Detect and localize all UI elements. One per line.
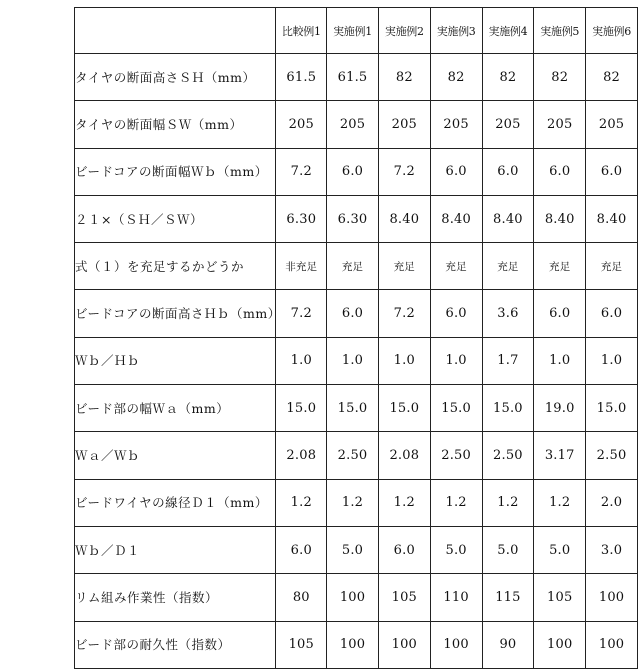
- table-cell: 7.2: [276, 290, 327, 337]
- table-cell: 2.08: [378, 432, 430, 479]
- table-cell: 100: [586, 621, 638, 668]
- table-cell: 80: [276, 574, 327, 621]
- table-cell: 205: [586, 101, 638, 148]
- table-cell: 82: [586, 54, 638, 101]
- table-cell: 105: [276, 621, 327, 668]
- column-header-example-2: 実施例2: [378, 8, 430, 54]
- table-cell: 6.0: [430, 148, 482, 195]
- table-cell: 110: [430, 574, 482, 621]
- table-cell: 6.30: [327, 195, 379, 242]
- row-label: ビード部の幅Ｗａ（mm）: [75, 385, 276, 432]
- table-cell: 5.0: [482, 526, 534, 573]
- table-cell: 82: [378, 54, 430, 101]
- row-label: Ｗａ／Ｗｂ: [75, 432, 276, 479]
- table-cell: 充足: [482, 243, 534, 290]
- row-label: ビードコアの断面高さＨｂ（mm）: [75, 290, 276, 337]
- column-header-example-5: 実施例5: [534, 8, 586, 54]
- table-cell: 205: [430, 101, 482, 148]
- table-cell: 15.0: [378, 385, 430, 432]
- table-cell: 1.0: [534, 337, 586, 384]
- table-cell: 1.7: [482, 337, 534, 384]
- table-cell: 1.0: [430, 337, 482, 384]
- table-cell: 1.0: [327, 337, 379, 384]
- table-cell: 205: [378, 101, 430, 148]
- table-cell: 3.17: [534, 432, 586, 479]
- table-cell: 2.50: [482, 432, 534, 479]
- table-cell: 6.0: [430, 290, 482, 337]
- table-cell: 82: [482, 54, 534, 101]
- table-row: [75, 432, 638, 479]
- table-cell: 1.2: [482, 479, 534, 526]
- table-cell: 2.08: [276, 432, 327, 479]
- table-cell: 非充足: [276, 243, 327, 290]
- table-body: [75, 54, 638, 669]
- table-row: [75, 479, 638, 526]
- table-cell: 3.6: [482, 290, 534, 337]
- table-row: [75, 621, 638, 668]
- table-cell: 充足: [534, 243, 586, 290]
- table-cell: 6.0: [276, 526, 327, 573]
- table-row: [75, 337, 638, 384]
- table-cell: 100: [378, 621, 430, 668]
- table-cell: 61.5: [327, 54, 379, 101]
- table-cell: 90: [482, 621, 534, 668]
- table-cell: 15.0: [482, 385, 534, 432]
- table-cell: 6.0: [482, 148, 534, 195]
- table-cell: 1.2: [276, 479, 327, 526]
- table-cell: 205: [276, 101, 327, 148]
- row-label: ビードコアの断面幅Ｗｂ（mm）: [75, 148, 276, 195]
- table-cell: 1.0: [586, 337, 638, 384]
- table-row: [75, 574, 638, 621]
- table-cell: 1.2: [378, 479, 430, 526]
- table-cell: 100: [327, 574, 379, 621]
- table-cell: 6.0: [327, 148, 379, 195]
- table-cell: 6.30: [276, 195, 327, 242]
- table-row: [75, 290, 638, 337]
- table-cell: 6.0: [327, 290, 379, 337]
- row-label: ビードワイヤの線径Ｄ１（mm）: [75, 479, 276, 526]
- table-cell: 82: [534, 54, 586, 101]
- row-label: タイヤの断面高さＳＨ（mm）: [75, 54, 276, 101]
- table-cell: 充足: [586, 243, 638, 290]
- table-row: [75, 148, 638, 195]
- table-cell: 充足: [327, 243, 379, 290]
- table-cell: 15.0: [276, 385, 327, 432]
- table-cell: 2.50: [430, 432, 482, 479]
- header-row: [75, 8, 638, 54]
- row-label: Ｗｂ／Ｈｂ: [75, 337, 276, 384]
- table-cell: 115: [482, 574, 534, 621]
- table-cell: 1.0: [378, 337, 430, 384]
- table-cell: 2.50: [327, 432, 379, 479]
- table-cell: 205: [327, 101, 379, 148]
- table-cell: 5.0: [534, 526, 586, 573]
- row-label: タイヤの断面幅ＳＷ（mm）: [75, 101, 276, 148]
- column-header-example-1: 実施例1: [327, 8, 379, 54]
- table-cell: 82: [430, 54, 482, 101]
- table-row: [75, 54, 638, 101]
- table-cell: 8.40: [534, 195, 586, 242]
- spec-table: [74, 7, 638, 669]
- row-label: 式（１）を充足するかどうか: [75, 243, 276, 290]
- table-cell: 2.0: [586, 479, 638, 526]
- table-row: [75, 101, 638, 148]
- column-header-example-6: 実施例6: [586, 8, 638, 54]
- column-header-example-4: 実施例4: [482, 8, 534, 54]
- row-label: ビード部の耐久性（指数）: [75, 621, 276, 668]
- table-cell: 1.2: [430, 479, 482, 526]
- table-cell: 2.50: [586, 432, 638, 479]
- table-cell: 5.0: [430, 526, 482, 573]
- table-cell: 1.0: [276, 337, 327, 384]
- table-cell: 5.0: [327, 526, 379, 573]
- table-cell: 105: [534, 574, 586, 621]
- table-cell: 6.0: [586, 148, 638, 195]
- table-cell: 61.5: [276, 54, 327, 101]
- table-cell: 100: [586, 574, 638, 621]
- row-label: Ｗｂ／Ｄ１: [75, 526, 276, 573]
- table-cell: 100: [327, 621, 379, 668]
- table-cell: 1.2: [327, 479, 379, 526]
- table-cell: 1.2: [534, 479, 586, 526]
- table-cell: 105: [378, 574, 430, 621]
- table-cell: 8.40: [430, 195, 482, 242]
- table-cell: 3.0: [586, 526, 638, 573]
- table-row: [75, 385, 638, 432]
- table-cell: 6.0: [534, 290, 586, 337]
- table-row: [75, 526, 638, 573]
- table-cell: 15.0: [327, 385, 379, 432]
- table-row: [75, 243, 638, 290]
- table-cell: 8.40: [378, 195, 430, 242]
- table-cell: 205: [534, 101, 586, 148]
- table-cell: 6.0: [378, 526, 430, 573]
- row-label: リム組み作業性（指数）: [75, 574, 276, 621]
- table-cell: 100: [534, 621, 586, 668]
- table-cell: 15.0: [586, 385, 638, 432]
- table-cell: 19.0: [534, 385, 586, 432]
- table-cell: 充足: [378, 243, 430, 290]
- table-cell: 7.2: [378, 290, 430, 337]
- column-header-example-3: 実施例3: [430, 8, 482, 54]
- table-cell: 15.0: [430, 385, 482, 432]
- corner-cell: [75, 8, 276, 54]
- table-cell: 8.40: [482, 195, 534, 242]
- table-cell: 8.40: [586, 195, 638, 242]
- table-row: [75, 195, 638, 242]
- table-cell: 7.2: [276, 148, 327, 195]
- table-cell: 6.0: [534, 148, 586, 195]
- table-cell: 7.2: [378, 148, 430, 195]
- row-label: ２１×（ＳＨ／ＳＷ）: [75, 195, 276, 242]
- table-cell: 充足: [430, 243, 482, 290]
- column-header-comparative-1: 比較例1: [276, 8, 327, 54]
- table-cell: 205: [482, 101, 534, 148]
- table-cell: 6.0: [586, 290, 638, 337]
- table-cell: 100: [430, 621, 482, 668]
